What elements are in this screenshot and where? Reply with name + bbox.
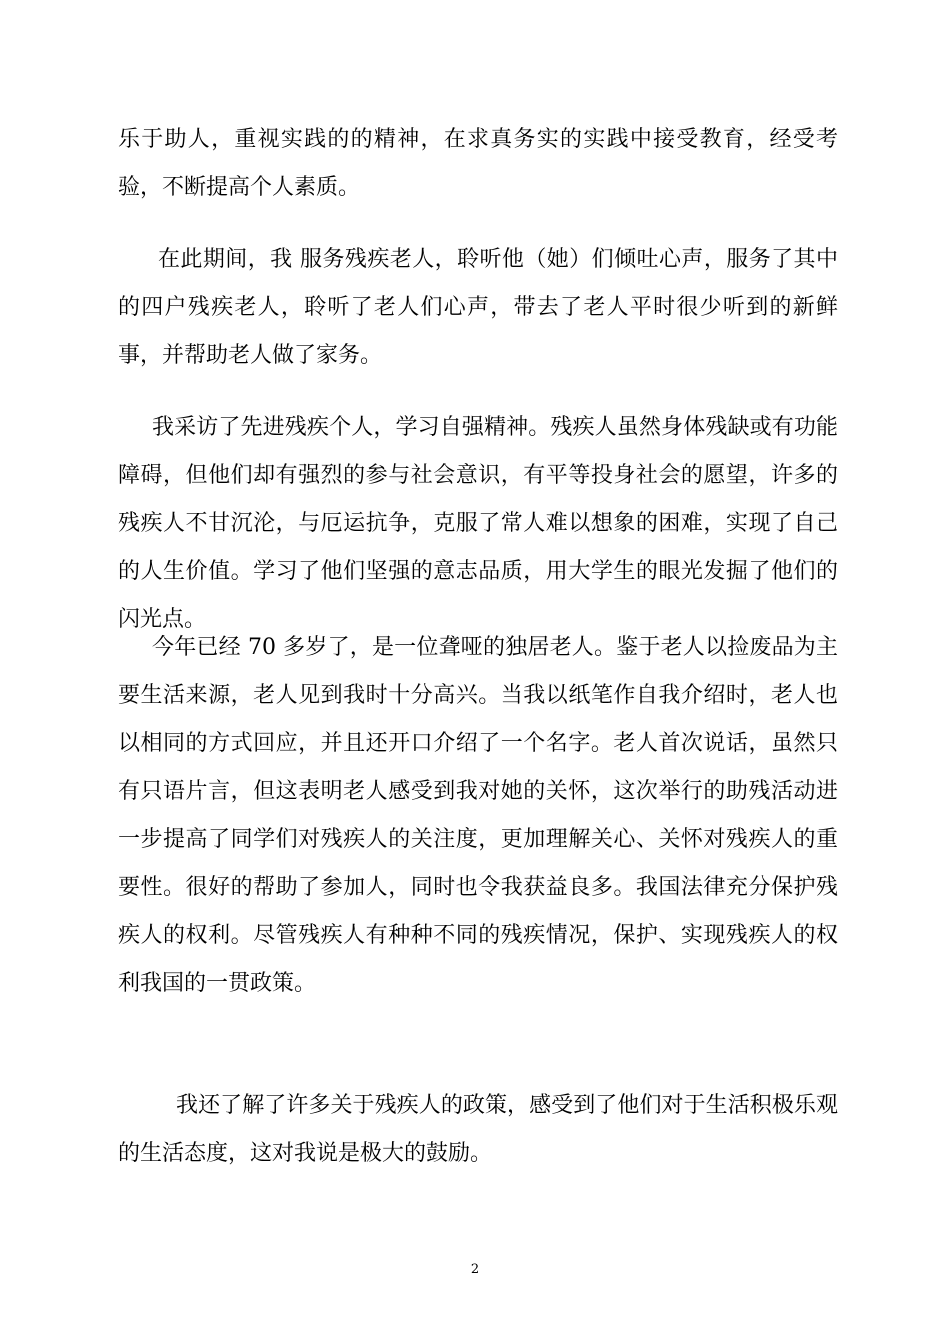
paragraph-1: 乐于助人，重视实践的的精神，在求真务实的实践中接受教育，经受考验，不断提高个人素质。 [118,127,838,200]
paragraph-4: 今年已经 70 多岁了，是一位聋哑的独居老人。鉴于老人以捡废品为主要生活来源，老人见到我时十分高兴。当我以纸笔作自我介绍时，老人也以相同的方式回应，并且还开口介绍了一个名字。老人首次说话，虽然只有只语片言，但这表明老人感受到我对她的关怀，这次举行的助残活动进一步提高了同学们对残疾人的关注度，更加理解关心、关怀对残疾人的重要性。很好的帮助了参加人，同时也令我获益良多。我国法律充分保护残疾人的权利。尽管残疾人有种种不同的残疾情况，保护、实现残疾人的权利我国的一贯政策。 [118,635,838,996]
page-number: 2 [470,1262,480,1277]
paragraph-5: 我还了解了许多关于残疾人的政策，感受到了他们对于生活积极乐观的生活态度，这对我说是极大的鼓励。 [118,1093,838,1166]
paragraph-3: 我采访了先进残疾个人，学习自强精神。残疾人虽然身体残缺或有功能障碍，但他们却有强烈的参与社会意识，有平等投身社会的愿望，许多的残疾人不甘沉沦，与厄运抗争，克服了常人难以想象的困难，实现了自己的人生价值。学习了他们坚强的意志品质，用大学生的眼光发掘了他们的闪光点。 [118,415,838,632]
paragraph-2: 在此期间，我 服务残疾老人，聆听他（她）们倾吐心声，服务了其中的四户残疾老人，聆听了老人们心声，带去了老人平时很少听到的新鲜事，并帮助老人做了家务。 [118,247,838,368]
